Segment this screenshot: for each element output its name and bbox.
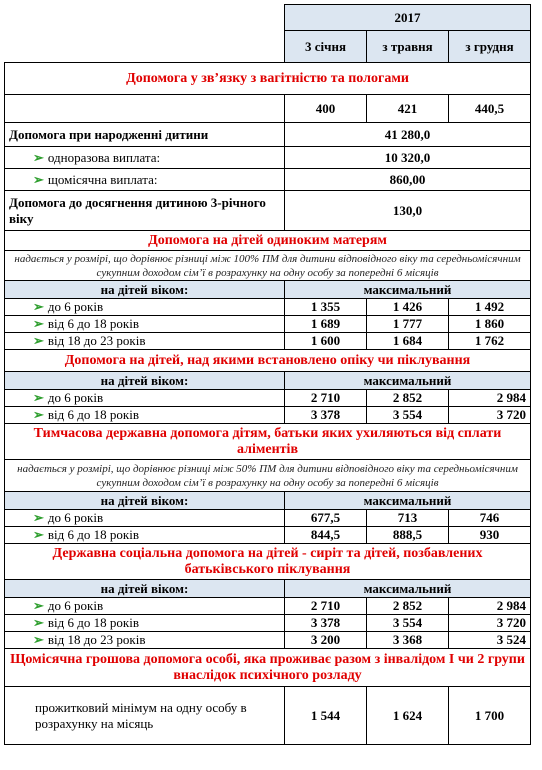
cell-value: 746 [449, 510, 531, 527]
orphans-title: Державна соціальна допомога на дітей - сиріт та дітей, позбавлених батьківського піклування [5, 544, 531, 580]
single-mothers-note: надається у розмірі, що дорівнює різниці між 100% ПМ для дитини відповідного віку та середньомісячним сукупним доходом сім’ї в розрахунку на одну особу за попередні 6 місяців [5, 251, 531, 281]
cell-value: 2 984 [449, 390, 531, 407]
birth-monthly-value: 860,00 [285, 169, 531, 191]
table-row [5, 510, 285, 527]
guardianship-title: Допомога на дітей, над якими встановлено опіку чи піклування [5, 350, 531, 372]
check-arrow-icon: ➢ [33, 390, 44, 405]
birth-monthly-label: щомісячна виплата: [47, 171, 158, 187]
cell-value: 3 200 [285, 632, 367, 649]
cell-value: 1 492 [449, 299, 531, 316]
table-row [5, 333, 285, 350]
cell-value: 677,5 [285, 510, 367, 527]
cell-value: 888,5 [367, 527, 449, 544]
cell-value: 3 720 [449, 407, 531, 424]
pregnancy-value-1: 400 [285, 95, 367, 123]
year-header: 2017 [285, 5, 531, 31]
cell-value: 713 [367, 510, 449, 527]
benefits-table [4, 4, 531, 745]
row-label: від 6 до 18 років [47, 527, 139, 542]
single-mothers-col-right: максимальний [285, 281, 531, 299]
cell-value: 2 984 [449, 598, 531, 615]
table-row [5, 390, 285, 407]
cell-value: 2 852 [367, 390, 449, 407]
table-row [5, 316, 285, 333]
table-row [5, 407, 285, 424]
cell-value: 2 710 [285, 390, 367, 407]
cell-value: 3 720 [449, 615, 531, 632]
cell-value: 3 368 [367, 632, 449, 649]
row-label: від 18 до 23 років [47, 632, 146, 647]
birth-one-time-value: 10 320,0 [285, 147, 531, 169]
cell-value: 2 852 [367, 598, 449, 615]
check-arrow-icon: ➢ [33, 407, 44, 422]
alimony-col-right: максимальний [285, 492, 531, 510]
row-label: від 6 до 18 років [47, 316, 139, 331]
cell-value: 930 [449, 527, 531, 544]
month-header-3: з грудня [449, 31, 531, 63]
birth-monthly-row [5, 169, 285, 191]
cell-value: 1 860 [449, 316, 531, 333]
cell-value: 3 524 [449, 632, 531, 649]
birth-total: 41 280,0 [285, 123, 531, 147]
check-arrow-icon: ➢ [33, 615, 44, 630]
row-label: до 6 років [47, 598, 104, 613]
cell-value: 1 624 [367, 687, 449, 745]
cell-value: 1 544 [285, 687, 367, 745]
cell-value: 1 777 [367, 316, 449, 333]
check-arrow-icon: ➢ [33, 299, 44, 314]
pregnancy-title: Допомога у зв’язку з вагітністю та пологами [5, 63, 531, 95]
check-arrow-icon: ➢ [33, 171, 44, 187]
disability-label: прожитковий мінімум на одну особу в розрахунку на місяць [5, 687, 285, 745]
table-row [5, 299, 285, 316]
row-label: до 6 років [47, 390, 104, 405]
row-label: від 6 до 18 років [47, 615, 139, 630]
check-arrow-icon: ➢ [33, 632, 44, 647]
cell-value: 1 600 [285, 333, 367, 350]
month-header-1: 3 січня [285, 31, 367, 63]
table-row [5, 527, 285, 544]
single-mothers-col-left: на дітей віком: [5, 281, 285, 299]
row-label: до 6 років [47, 299, 104, 314]
check-arrow-icon: ➢ [33, 149, 44, 165]
pregnancy-blank [5, 95, 285, 123]
row-label: до 6 років [47, 510, 104, 525]
table-row [5, 632, 285, 649]
single-mothers-title: Допомога на дітей одиноким матерям [5, 231, 531, 251]
birth-one-time-label: одноразова виплата: [47, 149, 161, 165]
cell-value: 3 554 [367, 615, 449, 632]
cell-value: 3 554 [367, 407, 449, 424]
table-row [5, 615, 285, 632]
birth-title: Допомога при народженні дитини [5, 123, 285, 147]
table-row [5, 598, 285, 615]
pregnancy-value-2: 421 [367, 95, 449, 123]
birth-one-time-row [5, 147, 285, 169]
cell-value: 1 700 [449, 687, 531, 745]
guardianship-col-right: максимальний [285, 372, 531, 390]
orphans-col-right: максимальний [285, 580, 531, 598]
upto3-value: 130,0 [285, 191, 531, 231]
check-arrow-icon: ➢ [33, 598, 44, 613]
cell-value: 2 710 [285, 598, 367, 615]
row-label: від 18 до 23 років [47, 333, 146, 348]
disability-title: Щомісячна грошова допомога особі, яка проживає разом з інвалідом І чи 2 групи внаслідок психічного розладу [5, 649, 531, 687]
check-arrow-icon: ➢ [33, 527, 44, 542]
cell-value: 1 689 [285, 316, 367, 333]
cell-value: 1 355 [285, 299, 367, 316]
cell-value: 844,5 [285, 527, 367, 544]
upto3-label: Допомога до досягнення дитиною 3-річного віку [5, 191, 285, 231]
check-arrow-icon: ➢ [33, 333, 44, 348]
alimony-title: Тимчасова державна допомога дітям, батьки яких ухиляються від сплати аліментів [5, 424, 531, 460]
alimony-note: надається у розмірі, що дорівнює різниці між 50% ПМ для дитини відповідного віку та середньомісячним сукупним доходом сім’ї в розрахунку на одну особу за попередні 6 місяців [5, 460, 531, 492]
check-arrow-icon: ➢ [33, 316, 44, 331]
guardianship-col-left: на дітей віком: [5, 372, 285, 390]
row-label: від 6 до 18 років [47, 407, 139, 422]
cell-value: 1 426 [367, 299, 449, 316]
check-arrow-icon: ➢ [33, 510, 44, 525]
cell-value: 3 378 [285, 615, 367, 632]
orphans-col-left: на дітей віком: [5, 580, 285, 598]
cell-value: 3 378 [285, 407, 367, 424]
month-header-2: з травня [367, 31, 449, 63]
alimony-col-left: на дітей віком: [5, 492, 285, 510]
cell-value: 1 762 [449, 333, 531, 350]
pregnancy-value-3: 440,5 [449, 95, 531, 123]
header-blank [5, 5, 285, 63]
cell-value: 1 684 [367, 333, 449, 350]
